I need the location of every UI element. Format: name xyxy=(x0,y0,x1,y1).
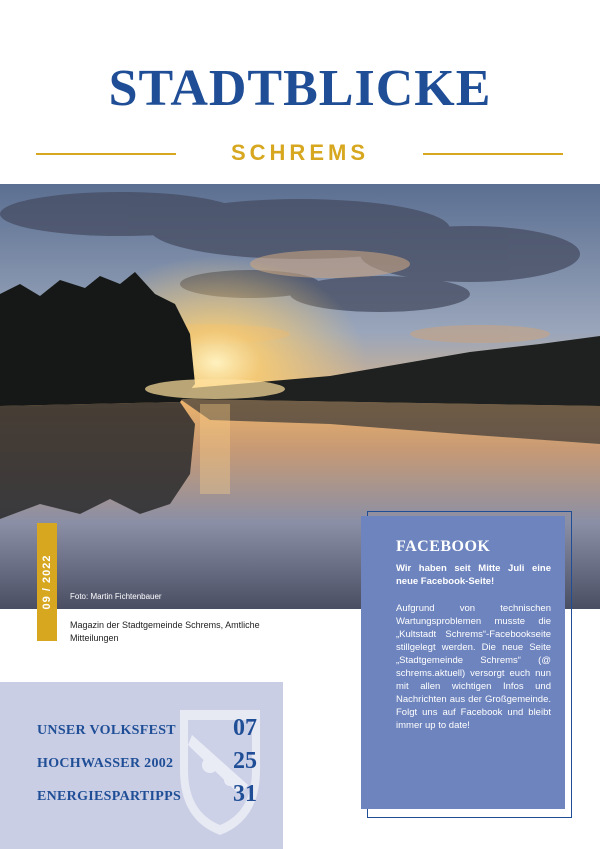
toc-item-3[interactable] xyxy=(37,778,257,808)
rule-right xyxy=(423,153,563,155)
issue-number: 09 / 2022 xyxy=(41,554,53,610)
table-of-contents xyxy=(0,682,283,849)
toc-item-title: ENERGIESPARTIPPS xyxy=(37,789,182,804)
toc-item-1[interactable] xyxy=(37,712,257,742)
subtitle: SCHREMS xyxy=(230,140,369,165)
toc-item-title: HOCHWASSER 2002 xyxy=(37,756,174,771)
facebook-body: Aufgrund von technischen Wartungsproblemen musste die „Kultstadt Schrems“-Facebookseite stillgelegt werden. Die neue Seite „Stadtgemeinde Schrems“ (@ schrems.aktuell) versorgt euch nun mit allen wichtigen Infos und Nachrichten aus der Großgemeinde. Folgt uns auf Facebook und bleibt immer up to date! xyxy=(396,603,551,731)
issue-tab xyxy=(37,523,57,641)
masthead: STADTBLICKE xyxy=(108,60,492,117)
toc-item-2[interactable] xyxy=(37,745,257,775)
facebook-title: FACEBOOK xyxy=(396,538,491,555)
photo-credit: Foto: Martin Fichtenbauer xyxy=(70,592,162,601)
facebook-lead: Wir haben seit Mitte Juli eine neue Facebook-Seite! xyxy=(396,563,551,587)
toc-item-title: UNSER VOLKSFEST xyxy=(37,723,176,738)
cover-caption: Magazin der Stadtgemeinde Schrems, Amtliche Mitteilungen xyxy=(70,620,260,643)
toc-item-page: 07 xyxy=(233,715,257,741)
toc-item-page: 31 xyxy=(233,781,257,807)
facebook-box xyxy=(361,516,565,809)
toc-item-page: 25 xyxy=(233,748,257,774)
